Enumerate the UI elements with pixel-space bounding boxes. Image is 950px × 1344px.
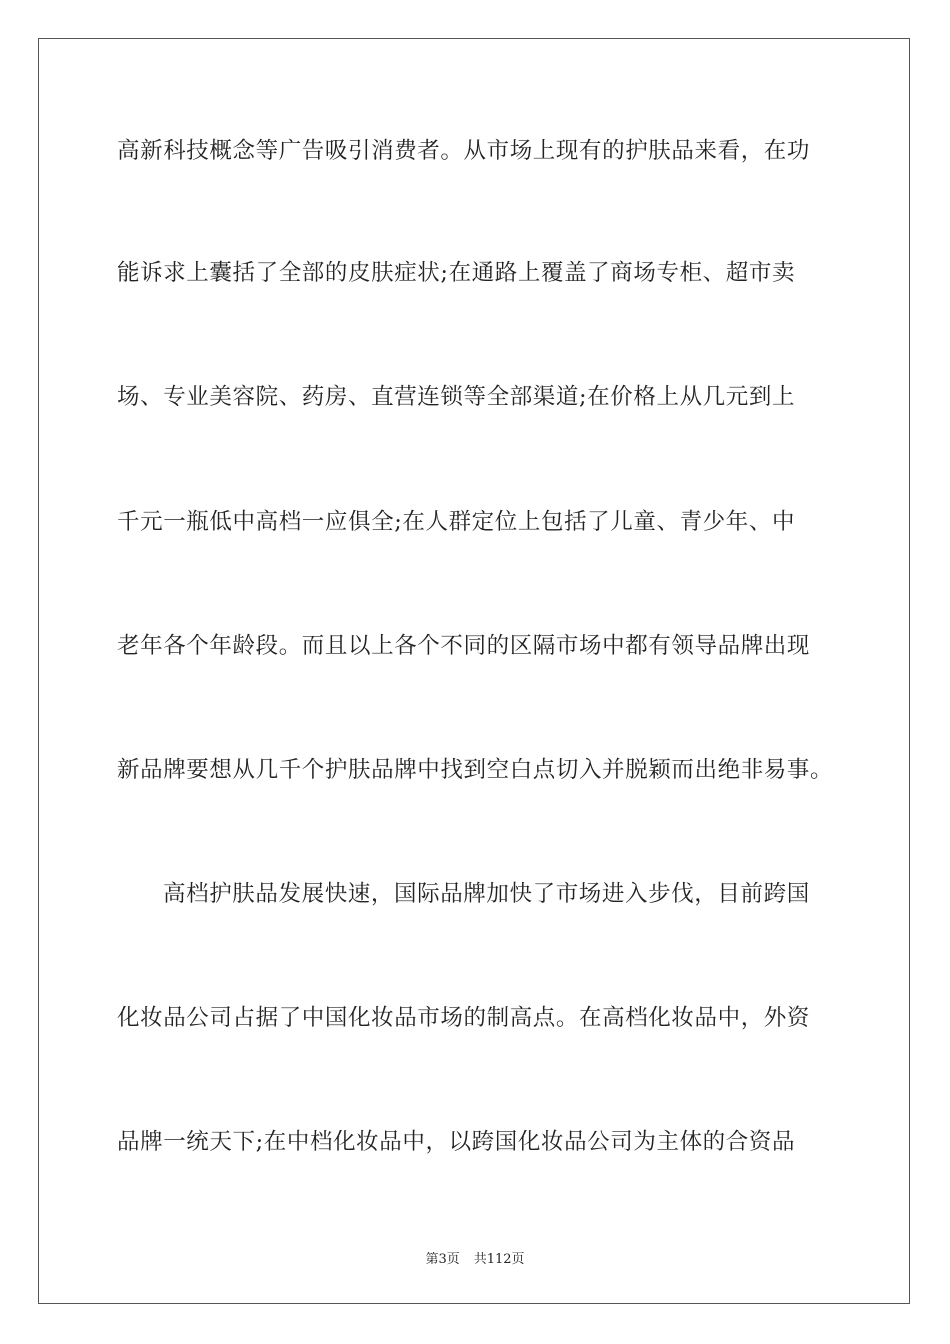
body-text-line-2: 能诉求上囊括了全部的皮肤症状;在通路上覆盖了商场专柜、超市卖	[117, 260, 796, 286]
body-text-line-6: 新品牌要想从几千个护肤品牌中找到空白点切入并脱颖而出绝非易事。	[117, 757, 834, 783]
body-text-line-1: 高新科技概念等广告吸引消费者。从市场上现有的护肤品来看，在功	[117, 138, 811, 164]
body-text-line-8: 化妆品公司占据了中国化妆品市场的制高点。在高档化妆品中，外资	[117, 1005, 811, 1031]
page-footer	[0, 1248, 950, 1267]
body-text-line-7: 高档护肤品发展快速，国际品牌加快了市场进入步伐，目前跨国	[163, 881, 810, 907]
body-text-line-9: 品牌一统天下;在中档化妆品中，以跨国化妆品公司为主体的合资品	[117, 1129, 796, 1155]
body-text-line-4: 千元一瓶低中高档一应俱全;在人群定位上包括了儿童、青少年、中	[117, 509, 796, 535]
page-border	[38, 38, 910, 1304]
body-text-line-5: 老年各个年龄段。而且以上各个不同的区隔市场中都有领导品牌出现	[117, 633, 811, 659]
body-text-line-3: 场、专业美容院、药房、直营连锁等全部渠道;在价格上从几元到上	[117, 384, 796, 410]
total-pages: 共112页	[473, 1252, 525, 1267]
page-number: 第3页	[425, 1252, 460, 1267]
